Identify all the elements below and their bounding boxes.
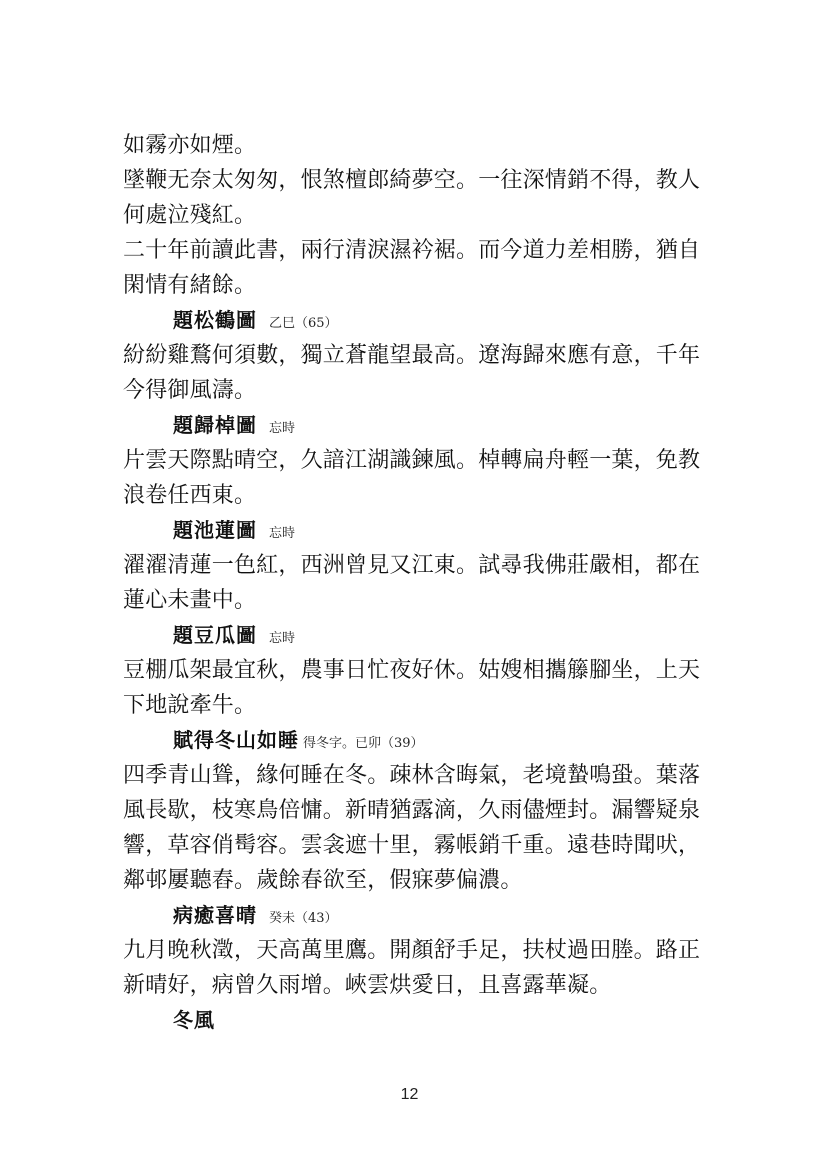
text-line: 浪卷任西東。: [123, 483, 257, 508]
poem-title: 題松鶴圖: [173, 308, 257, 332]
poem-text: [123, 443, 733, 513]
poem-text: [123, 338, 733, 408]
poem-heading: [123, 513, 733, 548]
poem-note: 癸未（43）: [269, 911, 338, 926]
text-line: 蓮心未畫中。: [123, 588, 257, 613]
poem-text: [123, 933, 733, 1003]
text-line: 新晴好，病曾久雨增。峽雲烘愛日，且喜露華凝。: [123, 973, 612, 998]
text-line: 墜鞭无奈太匆匆，恨煞檀郎綺夢空。一往深情銷不得，教人: [123, 168, 701, 193]
poem-note: 得冬字。已卯（39）: [303, 736, 424, 751]
text-line: 豆棚瓜架最宜秋，農事日忙夜好休。姑嫂相攜籐腳坐，上天: [123, 658, 701, 683]
text-line: 四季青山聳，緣何睡在冬。疎林含晦氣，老境蟄鳴蛩。葉落: [123, 763, 701, 788]
poem-note: 忘時: [269, 421, 296, 436]
poem-text: [123, 758, 733, 898]
poem-title: 題歸棹圖: [173, 413, 257, 437]
document-body: [123, 128, 733, 1038]
text-line: 下地說牽牛。: [123, 693, 257, 718]
poem-heading: [123, 618, 733, 653]
poem-heading: [123, 1003, 733, 1038]
text-line: 鄰邨屢聽舂。歲餘春欲至，假寐夢偏濃。: [123, 868, 523, 893]
poem-note: 忘時: [269, 526, 296, 541]
poem-note: 忘時: [269, 631, 296, 646]
poem-text: [123, 163, 733, 233]
poem-heading: [123, 408, 733, 443]
text-line: 風長歇，枝寒鳥倍慵。新晴猶露滴，久雨儘煙封。漏響疑泉: [123, 798, 701, 823]
poem-title: 題池蓮圖: [173, 518, 257, 542]
text-line: 紛紛雞鶩何須數，獨立蒼龍望最高。遼海歸來應有意，千年: [123, 343, 701, 368]
poem-title: 題豆瓜圖: [173, 623, 257, 647]
text-line: 如霧亦如煙。: [123, 133, 257, 158]
poem-text: [123, 233, 733, 303]
text-line: 片雲天際點晴空，久諳江湖識鍊風。棹轉扁舟輕一葉，免教: [123, 448, 701, 473]
text-line: 今得御風濤。: [123, 378, 257, 403]
poem-title: 病癒喜晴: [173, 903, 257, 927]
poem-text: [123, 128, 733, 163]
poem-heading: [123, 898, 733, 933]
text-line: 響，草容俏髩容。雲衾遮十里，霧帳銷千重。遠巷時聞吠，: [123, 833, 701, 858]
text-line: 二十年前讀此書，兩行清淚濕衿裾。而今道力差相勝，猶自: [123, 238, 701, 263]
text-line: 濯濯清蓮一色紅，西洲曾見又江東。試尋我佛莊嚴相，都在: [123, 553, 701, 578]
poem-text: [123, 548, 733, 618]
poem-heading: [123, 303, 733, 338]
poem-note: 乙巳（65）: [269, 316, 338, 331]
text-line: 何處泣殘紅。: [123, 203, 257, 228]
poem-heading: [123, 723, 733, 758]
poem-text: [123, 653, 733, 723]
text-line: 九月晚秋澂，天高萬里鷹。開顏舒手足，扶杖過田塍。路正: [123, 938, 701, 963]
text-line: 閑情有緒餘。: [123, 273, 257, 298]
poem-title: 冬風: [173, 1008, 215, 1032]
page-number: 12: [400, 1086, 419, 1103]
poem-title: 賦得冬山如睡: [173, 728, 299, 752]
